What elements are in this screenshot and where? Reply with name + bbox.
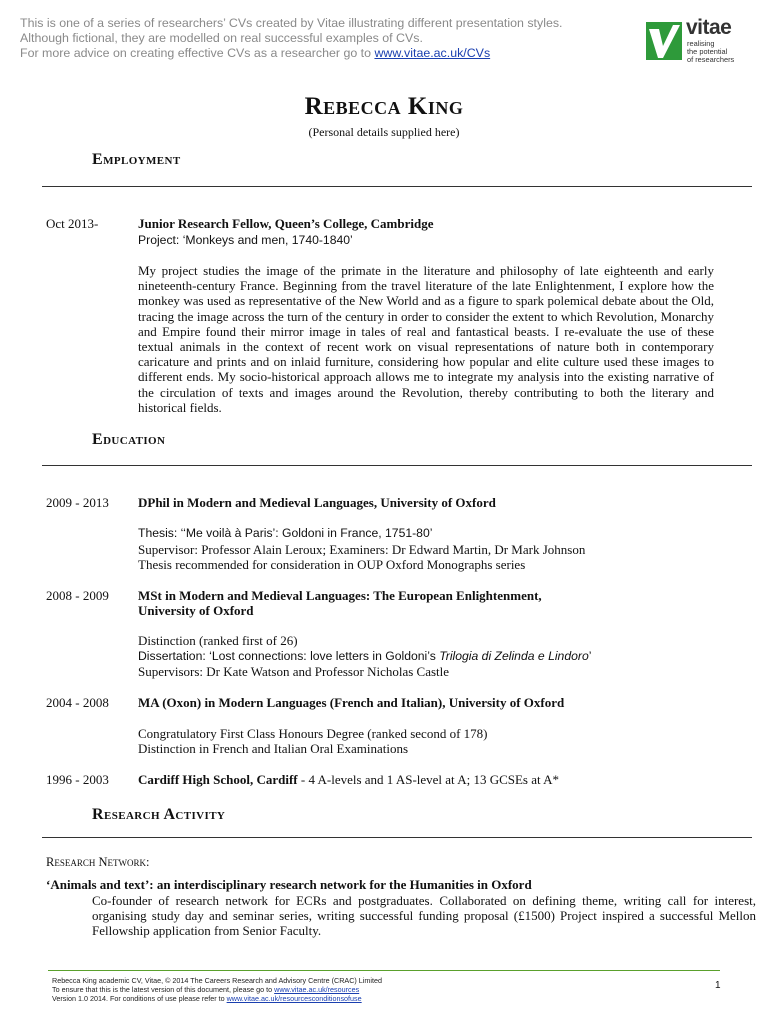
footer-line-1: Rebecca King academic CV, Vitae, © 2014 The Careers Research and Advisory Centre (CRAC) Limited bbox=[52, 976, 382, 985]
banner-line-3 bbox=[20, 46, 620, 61]
page-number: 1 bbox=[715, 980, 721, 991]
personal-details: (Personal details supplied here) bbox=[308, 125, 460, 139]
dphil-thesis: Thesis: ‘‘Me voilà à Paris’: Goldoni in France, 1751-80’ bbox=[138, 526, 433, 540]
tagline-line-1: realising bbox=[687, 39, 715, 48]
tagline-line-3: of researchers bbox=[687, 55, 735, 64]
mst-supervisors: Supervisors: Dr Kate Watson and Professor Nicholas Castle bbox=[138, 664, 450, 679]
vitae-logo-tagline bbox=[687, 40, 734, 64]
dphil-title: DPhil in Modern and Medieval Languages, University of Oxford bbox=[138, 495, 496, 510]
education-heading: Education bbox=[92, 431, 166, 448]
network-description: Co-founder of research network for ECRs and postgraduates. Collaborated on defining theme, writing call for interest, organising study day and seminar series, writing successful funding proposal (£1500) Project inspired a successful Mellon Fellowship application from Senior Faculty. bbox=[92, 893, 756, 939]
footer-rule bbox=[48, 970, 720, 971]
footer-line-3 bbox=[52, 995, 672, 1004]
vitae-cvs-link[interactable]: www.vitae.ac.uk/CVs bbox=[374, 46, 491, 60]
ma-line-2: Distinction in French and Italian Oral Examinations bbox=[138, 741, 409, 756]
vitae-banner bbox=[20, 16, 620, 61]
research-rule bbox=[42, 837, 752, 838]
mst-title-line-1: MSt in Modern and Medieval Languages: The European Enlightenment, bbox=[138, 588, 542, 603]
employment-heading: Employment bbox=[92, 151, 181, 168]
dphil-supervisor: Supervisor: Professor Alain Leroux; Examiners: Dr Edward Martin, Dr Mark Johnson bbox=[138, 542, 586, 557]
footer-line-3-text: Version 1.0 2014. For conditions of use please refer to bbox=[52, 993, 227, 1003]
school-date: 1996 - 2003 bbox=[46, 772, 109, 787]
mst-distinction: Distinction (ranked first of 26) bbox=[138, 633, 298, 648]
conditions-of-use-link[interactable]: www.vitae.ac.uk/resourcesconditionsofuse bbox=[226, 993, 362, 1003]
vitae-logo-mark-icon bbox=[646, 22, 682, 60]
footer-line-2-text: To ensure that this is the latest version of this document, please go to bbox=[52, 984, 275, 994]
mst-dissertation-end: ’ bbox=[588, 649, 592, 663]
cv-name: Rebecca King bbox=[304, 93, 464, 120]
footer bbox=[52, 977, 672, 1003]
vitae-logo-word: vitae bbox=[686, 16, 732, 39]
ma-line-1: Congratulatory First Class Honours Degree (ranked second of 178) bbox=[138, 726, 488, 741]
research-heading: Research Activity bbox=[92, 806, 226, 823]
ma-date: 2004 - 2008 bbox=[46, 695, 109, 710]
mst-date: 2008 - 2009 bbox=[46, 588, 109, 603]
research-network-subheading: Research Network: bbox=[46, 855, 150, 869]
school-title: Cardiff High School, Cardiff bbox=[138, 772, 298, 787]
dphil-note: Thesis recommended for consideration in OUP Oxford Monographs series bbox=[138, 557, 526, 572]
employment-description: My project studies the image of the primate in the literature and philosophy of late eighteenth and early nineteenth-century France. Beginning from the travel literature of the late Enlightenment, I explore how the monkey was used as representative of the New World and as a figure to spark polemical debate about the Old, tracing the image across the turn of the century in order to consider the extent to which Revolution, Monarchy and Empire found their mirror image in tales of real and fantastical beasts. I re-evaluate the use of these textual animals in the context of recent work on visual representations of nature both in contemporary caricature and prints and on inlaid furniture, considering how popular and elite culture used these images to different ends. My socio-historical approach allows me to integrate my analysis into the existing narrative of the circulation of texts and images around the Revolution, thereby contributing to both the literary and historical fields. bbox=[138, 263, 714, 415]
resources-link[interactable]: www.vitae.ac.uk/resources bbox=[274, 984, 360, 994]
banner-line-3-text: For more advice on creating effective CVs as a researcher go to bbox=[20, 46, 375, 60]
mst-dissertation-text: Dissertation: ‘Lost connections: love letters in Goldoni’s bbox=[138, 649, 440, 663]
tagline-line-2: the potential bbox=[687, 47, 728, 56]
employment-rule bbox=[42, 186, 752, 187]
mst-title-line-2: University of Oxford bbox=[138, 603, 254, 618]
vitae-logo bbox=[646, 16, 746, 64]
network-title: ‘Animals and text’: an interdisciplinary research network for the Humanities in Oxford bbox=[46, 877, 532, 892]
mst-dissertation-italic: Trilogia di Zelinda e Lindoro bbox=[439, 649, 589, 663]
employment-title: Junior Research Fellow, Queen’s College, Cambridge bbox=[138, 216, 434, 231]
employment-project: Project: ‘Monkeys and men, 1740-1840’ bbox=[138, 233, 353, 247]
ma-title: MA (Oxon) in Modern Languages (French and Italian), University of Oxford bbox=[138, 695, 565, 710]
mst-dissertation bbox=[138, 649, 713, 664]
education-rule bbox=[42, 465, 752, 466]
dphil-date: 2009 - 2013 bbox=[46, 495, 109, 510]
banner-line-1: This is one of a series of researchers’ CVs created by Vitae illustrating different presentation styles. bbox=[20, 16, 563, 30]
employment-date: Oct 2013- bbox=[46, 216, 99, 231]
banner-line-2: Although fictional, they are modelled on real successful examples of CVs. bbox=[20, 31, 423, 45]
school-detail: - 4 A-levels and 1 AS-level at A; 13 GCSEs at A* bbox=[297, 772, 560, 787]
school-entry bbox=[138, 772, 713, 787]
